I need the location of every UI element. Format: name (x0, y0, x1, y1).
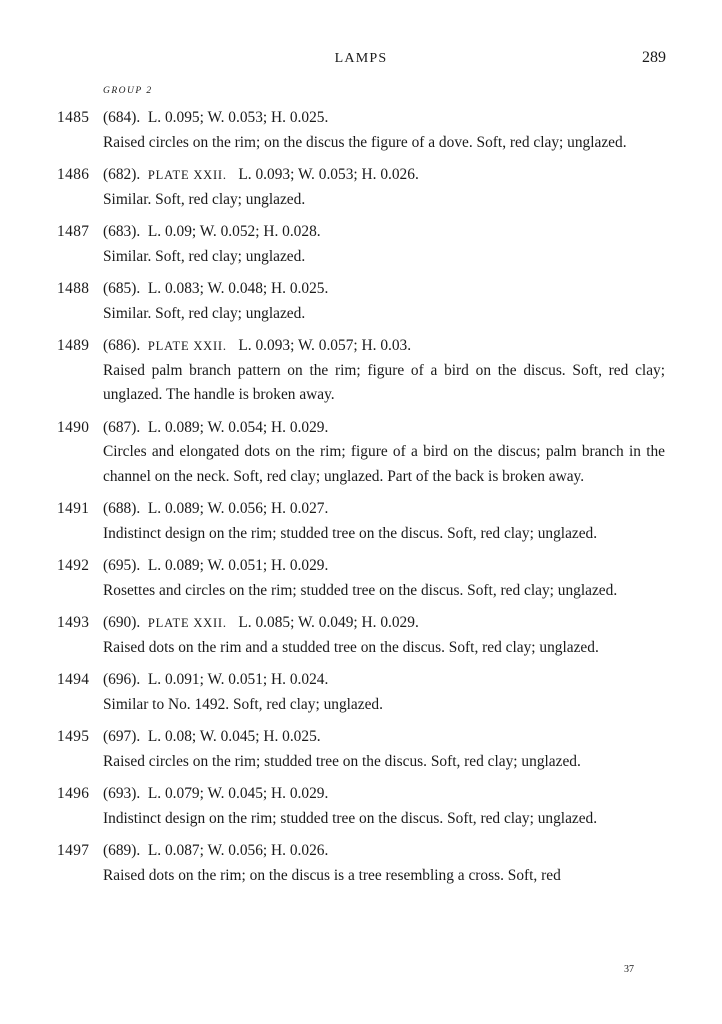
entry-description: Rosettes and circles on the rim; studded tree on the discus. Soft, red clay; unglazed. (103, 581, 618, 599)
entry-heading (103, 725, 722, 750)
entry-reference: (686). (103, 337, 141, 354)
entry-reference: (684). (103, 109, 141, 126)
entry-description: Similar. Soft, red clay; unglazed. (103, 304, 306, 322)
entry-number: 1488 (57, 280, 90, 297)
catalogue-entry (0, 782, 722, 831)
catalogue-entry (0, 668, 722, 717)
entry-heading (103, 220, 722, 245)
entry-plate: PLATE XXII. (147, 168, 227, 182)
entry-description: Similar. Soft, red clay; unglazed. (103, 190, 306, 208)
entry-reference: (697). (103, 728, 141, 745)
signature-mark: 37 (624, 964, 634, 975)
entry-heading (103, 163, 722, 188)
entry-description: Circles and elongated dots on the rim; figure of a bird on the discus; palm branch in the channel on the neck. Soft, red clay; unglazed. Part of the back is broken away. (103, 443, 665, 485)
entry-number: 1487 (57, 223, 90, 240)
entry-plate: PLATE XXII. (147, 339, 227, 353)
entry-reference: (693). (103, 785, 141, 802)
entry-number: 1493 (57, 614, 90, 631)
entry-reference: (683). (103, 223, 141, 240)
catalogue-entry (0, 554, 722, 603)
entry-number: 1492 (57, 557, 90, 574)
entry-reference: (682). (103, 166, 141, 183)
entry-dimensions: L. 0.089; W. 0.051; H. 0.029. (147, 557, 329, 574)
entry-dimensions: L. 0.085; W. 0.049; H. 0.029. (238, 614, 419, 631)
entry-number: 1494 (57, 671, 90, 688)
catalogue-entry (0, 416, 722, 490)
entry-description: Raised circles on the rim; on the discus the figure of a dove. Soft, red clay; unglazed. (103, 133, 627, 151)
entry-plate: PLATE XXII. (147, 616, 227, 630)
entry-number: 1495 (57, 728, 90, 745)
entry-number: 1490 (57, 418, 90, 436)
entry-description: Raised palm branch pattern on the rim; figure of a bird on the discus. Soft, red clay; unglazed. The handle is broken away. (103, 361, 665, 403)
entry-heading (103, 277, 722, 302)
entry-dimensions: L. 0.093; W. 0.057; H. 0.03. (238, 337, 412, 354)
entry-description: Indistinct design on the rim; studded tree on the discus. Soft, red clay; unglazed. (103, 524, 598, 542)
entry-heading (103, 554, 722, 579)
entry-number: 1486 (57, 166, 90, 183)
entry-reference: (690). (103, 614, 141, 631)
catalogue-entry (0, 334, 722, 408)
catalogue-entry (0, 106, 722, 155)
entry-heading (103, 839, 722, 864)
entry-number: 1497 (57, 842, 90, 859)
entry-description: Raised circles on the rim; studded tree on the discus. Soft, red clay; unglazed. (103, 752, 581, 770)
catalogue-entry (0, 839, 722, 888)
entry-description: Raised dots on the rim; on the discus is a tree resembling a cross. Soft, red (103, 866, 561, 884)
entry-dimensions: L. 0.08; W. 0.045; H. 0.025. (147, 728, 321, 745)
catalogue-entries (0, 106, 722, 888)
page-number: 289 (642, 49, 666, 66)
entry-description: Raised dots on the rim and a studded tree on the discus. Soft, red clay; unglazed. (103, 638, 599, 656)
entry-dimensions: L. 0.091; W. 0.051; H. 0.024. (147, 671, 329, 688)
entry-reference: (688). (103, 500, 141, 517)
entry-dimensions: L. 0.089; W. 0.054; H. 0.029. (147, 418, 329, 436)
catalogue-entry (0, 725, 722, 774)
entry-dimensions: L. 0.089; W. 0.056; H. 0.027. (147, 500, 329, 517)
catalogue-entry (0, 220, 722, 269)
entry-reference: (687). (103, 418, 141, 436)
entry-heading (103, 497, 722, 522)
catalogue-entry (0, 163, 722, 212)
entry-heading (103, 668, 722, 693)
catalogue-entry (0, 611, 722, 660)
entry-reference: (689). (103, 842, 141, 859)
entry-number: 1491 (57, 500, 90, 517)
entry-description: Similar. Soft, red clay; unglazed. (103, 247, 306, 265)
entry-heading (103, 416, 722, 441)
entry-number: 1489 (57, 337, 90, 354)
entry-reference: (685). (103, 280, 141, 297)
entry-dimensions: L. 0.095; W. 0.053; H. 0.025. (147, 109, 329, 126)
catalogue-entry (0, 277, 722, 326)
entry-description: Indistinct design on the rim; studded tree on the discus. Soft, red clay; unglazed. (103, 809, 598, 827)
entry-description: Similar to No. 1492. Soft, red clay; unglazed. (103, 695, 383, 713)
entry-heading (103, 782, 722, 807)
running-head: LAMPS (334, 51, 388, 66)
catalogue-entry (0, 497, 722, 546)
entry-reference: (696). (103, 671, 141, 688)
entry-reference: (695). (103, 557, 141, 574)
entry-dimensions: L. 0.079; W. 0.045; H. 0.029. (147, 785, 329, 802)
entry-dimensions: L. 0.093; W. 0.053; H. 0.026. (238, 166, 419, 183)
entry-dimensions: L. 0.087; W. 0.056; H. 0.026. (147, 842, 329, 859)
entry-number: 1496 (57, 785, 90, 802)
entry-heading (103, 334, 722, 359)
entry-dimensions: L. 0.083; W. 0.048; H. 0.025. (147, 280, 329, 297)
entry-number: 1485 (57, 109, 90, 126)
group-label: GROUP 2 (103, 86, 153, 96)
entry-heading (103, 611, 722, 636)
entry-heading (103, 106, 722, 131)
entry-dimensions: L. 0.09; W. 0.052; H. 0.028. (147, 223, 321, 240)
